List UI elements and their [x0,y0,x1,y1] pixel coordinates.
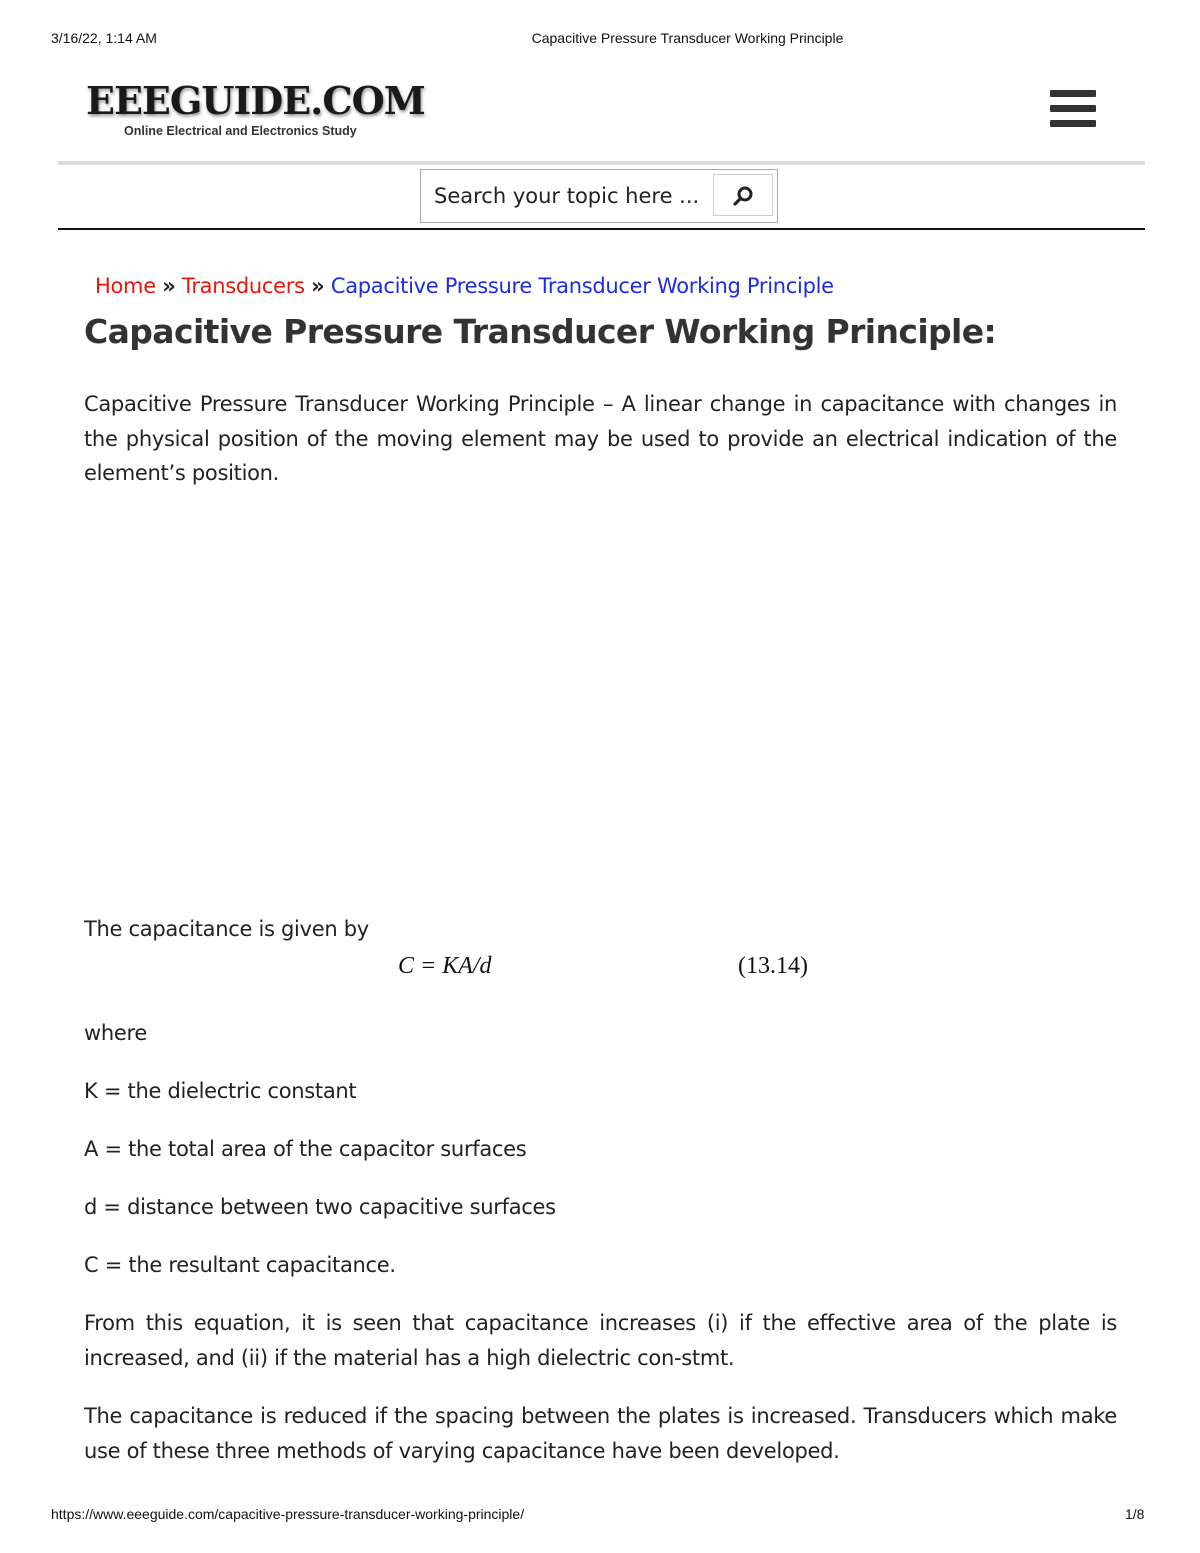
logo-subtitle: Online Electrical and Electronics Study [124,124,357,138]
breadcrumb-home-link[interactable]: Home [95,274,156,298]
capacitance-increase-paragraph: From this equation, it is seen that capacitance increases (i) if the effective area of the plate is increased, and (ii) if the material has a high dielectric con-stmt. [84,1311,1117,1370]
definition-k: K = the dielectric constant [84,1079,357,1103]
intro-paragraph: Capacitive Pressure Transducer Working Principle – A linear change in capacitance with changes in the physical position of the moving element may be used to provide an electrical indication of the element’s position. [84,392,1117,485]
print-page-title: Capacitive Pressure Transducer Working Principle [531,30,844,46]
breadcrumb-separator: » [162,274,176,298]
where-label: where [84,1021,147,1045]
capacitance-reduction-paragraph: The capacitance is reduced if the spacing between the plates is increased. Transducers which make use of these three methods of varying capacitance have been developed. [84,1404,1117,1463]
logo-title: EEEGUIDE.COM [86,78,425,123]
menu-bar [1050,90,1096,97]
definition-a: A = the total area of the capacitor surfaces [84,1137,527,1161]
breadcrumb [95,274,834,298]
menu-bar [1050,105,1096,112]
site-logo[interactable] [86,78,425,148]
definition-c: C = the resultant capacitance. [84,1253,396,1277]
search-form [420,169,778,223]
breadcrumb-transducers-link[interactable]: Transducers [181,274,305,298]
header-divider [58,161,1145,165]
print-footer [0,1506,1200,1526]
print-page-number: 1/8 [1125,1506,1145,1522]
hamburger-menu-icon[interactable] [1050,90,1098,130]
print-header [0,30,1200,50]
breadcrumb-separator: » [311,274,325,298]
definition-d: d = distance between two capacitive surfaces [84,1195,556,1219]
capacitance-intro: The capacitance is given by [84,917,369,941]
search-input[interactable] [427,175,707,217]
search-icon [732,185,754,207]
menu-bar [1050,120,1096,127]
capacitance-formula: C = KA/d [398,953,492,979]
equation-number: (13.14) [738,953,808,979]
breadcrumb-current-link[interactable]: Capacitive Pressure Transducer Working Principle [330,274,834,298]
search-button[interactable] [713,174,773,216]
print-url: https://www.eeeguide.com/capacitive-pressure-transducer-working-principle/ [51,1506,525,1522]
print-datetime: 3/16/22, 1:14 AM [51,30,157,46]
page-title: Capacitive Pressure Transducer Working Principle: [84,312,997,351]
search-divider [58,228,1145,230]
